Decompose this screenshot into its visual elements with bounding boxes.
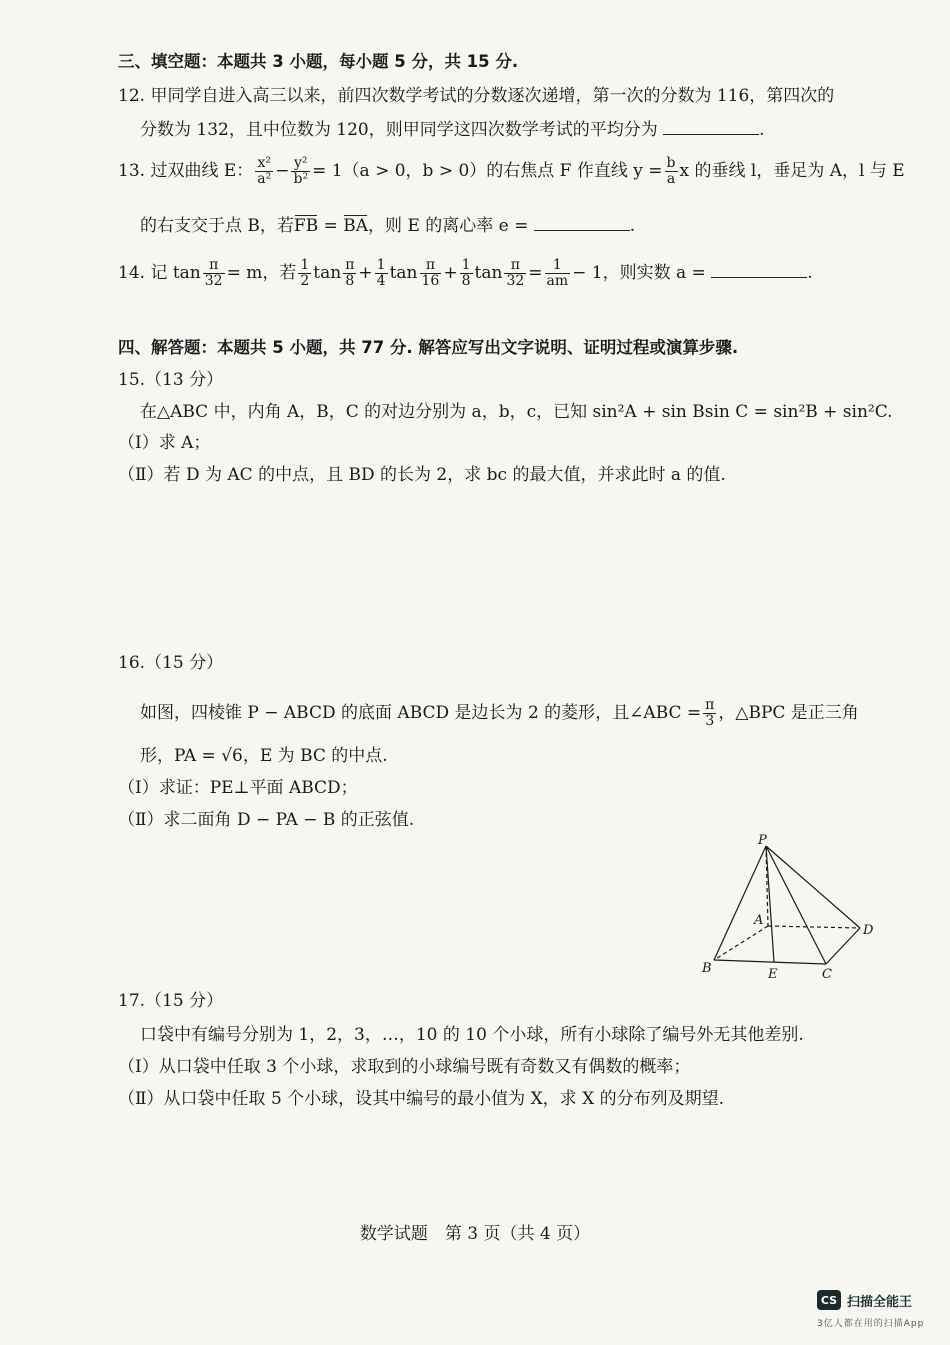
fraction-y2-b2: $\frac{\text{y²}}{\text{b²}}$: [293, 155, 309, 187]
camscanner-logo-icon: CS: [817, 1290, 841, 1310]
brand-tagline: 3亿人都在用的扫描App: [817, 1319, 925, 1329]
brand-name: 扫描全能王: [847, 1294, 913, 1310]
fraction-pi-32-b: $\frac{\pi}{32}$: [506, 257, 525, 289]
q13-suffix: x 的垂线 l，垂足为 A，l 与 E: [679, 161, 905, 181]
q17-stem: 口袋中有编号分别为 1，2，3，…，10 的 10 个小球，所有小球除了编号外无其他差别.: [140, 1025, 804, 1045]
q15-part-1: （Ⅰ）求 A；: [118, 433, 211, 453]
q16-title: 16.（15 分）: [118, 653, 224, 673]
q12-line-2-text: 分数为 132，且中位数为 120，则甲同学这四次数学考试的平均分为: [140, 120, 658, 140]
edge-pc: [766, 846, 826, 964]
fraction-pi-16: $\frac{\pi}{16}$: [421, 257, 440, 289]
q17-title: 17.（15 分）: [118, 991, 224, 1011]
fraction-pi-32: $\frac{\pi}{32}$: [204, 257, 223, 289]
edge-ad: [768, 926, 860, 928]
q13-prefix: 13. 过双曲线 E：: [118, 161, 254, 181]
vertex-label-d: D: [863, 923, 874, 938]
vector-ba: BA: [343, 216, 369, 236]
fraction-1-8: $\frac{1}{8}$: [461, 257, 471, 289]
q15-part-2: （Ⅱ）若 D 为 AC 的中点，且 BD 的长为 2，求 bc 的最大值，并求此时 a 的值.: [118, 465, 726, 485]
vertex-label-c: C: [822, 967, 832, 982]
fraction-1-2: $\frac{1}{2}$: [300, 257, 310, 289]
q16-stem-b: ，△BPC 是正三角: [718, 703, 859, 723]
q14-line: 14. 记 tan $\frac{\pi}{32}$ = m，若 $\frac{1}{2}$ tan $\frac{\pi}{8}$ + $\frac{1}{4}$ tan $\frac{\pi}{16}$ + $\frac{1}{8}$ tan $\frac{\pi}{32}$ = $\frac{1}{am}$ − 1，则实数 a = .: [118, 257, 813, 289]
q16-part-2: （Ⅱ）求二面角 D − PA − B 的正弦值.: [118, 810, 415, 830]
vertex-label-e: E: [768, 967, 778, 982]
section-heading-fill-in: 三、填空题：本题共 3 小题，每小题 5 分，共 15 分.: [118, 52, 519, 71]
fraction-1-4: $\frac{1}{4}$: [376, 257, 386, 289]
q15-title: 15.（13 分）: [118, 370, 224, 390]
q13-line-2-a: 的右支交于点 B，若: [140, 216, 294, 236]
vertex-label-a: A: [754, 913, 764, 928]
q15-stem: 在△ABC 中，内角 A，B，C 的对边分别为 a，b，c，已知 sin²A + sin Bsin C = sin²B + sin²C.: [140, 402, 893, 422]
answer-blank: [534, 212, 630, 231]
edge-pd: [766, 846, 860, 928]
q14-prefix: 14. 记 tan: [118, 263, 201, 283]
q16-stem-a: 如图，四棱锥 P − ABCD 的底面 ABCD 是边长为 2 的菱形，且∠ABC =: [140, 703, 702, 723]
page-footer: 数学试题 第 3 页（共 4 页）: [359, 1224, 591, 1244]
answer-blank: [711, 259, 807, 278]
q16-part-1: （Ⅰ）求证：PE⊥平面 ABCD；: [118, 778, 358, 798]
q12-line-2: 分数为 132，且中位数为 120，则甲同学这四次数学考试的平均分为 .: [140, 116, 890, 142]
q17-part-1: （Ⅰ）从口袋中任取 3 个小球，求取到的小球编号既有奇数又有偶数的概率；: [118, 1057, 691, 1077]
q13-mid: = 1（a > 0，b > 0）的右焦点 F 作直线 y =: [312, 161, 663, 181]
vertex-label-b: B: [702, 961, 712, 976]
scanner-brand: [817, 1290, 912, 1310]
q13-line-1: 13. 过双曲线 E： $\frac{\text{x²}}{\text{a²}}$ − $\frac{\text{y²}}{\text{b²}}$ = 1（a > 0，b > 0）的右焦点 F 作直线 y = $\frac{b}{a}$ x 的垂线 l，垂足为 A，l 与 E: [118, 155, 905, 187]
vertex-label-p: P: [758, 833, 767, 848]
edge-bc: [714, 960, 826, 964]
q13-line-2-b: ，则 E 的离心率 e =: [368, 216, 529, 236]
q13-line-2: 的右支交于点 B，若FB = BA，则 E 的离心率 e = .: [140, 212, 890, 238]
answer-blank: [663, 116, 759, 135]
fraction-b-a: $\frac{b}{a}$: [666, 155, 676, 187]
q12-line-1: 12. 甲同学自进入高三以来，前四次数学考试的分数逐次递增，第一次的分数为 116，第四次的: [118, 86, 835, 106]
section-heading-solutions: 四、解答题：本题共 5 小题，共 77 分. 解答应写出文字说明、证明过程或演算步骤.: [118, 338, 739, 357]
edge-pb: [714, 846, 766, 960]
fraction-1-am: $\frac{1}{am}$: [546, 257, 569, 289]
q17-part-2: （Ⅱ）从口袋中任取 5 个小球，设其中编号的最小值为 X，求 X 的分布列及期望.: [118, 1089, 724, 1109]
fraction-x2-a2: $\frac{\text{x²}}{\text{a²}}$: [257, 155, 272, 187]
pyramid-figure: [700, 832, 890, 982]
q16-stem-line-2: 形，PA = √6，E 为 BC 的中点.: [140, 746, 388, 766]
fraction-pi-8: $\frac{\pi}{8}$: [345, 257, 355, 289]
q16-stem-line-1: [140, 698, 890, 729]
edge-cd: [826, 928, 860, 964]
q14-tail: − 1，则实数 a =: [572, 263, 706, 283]
vector-fb: FB: [293, 216, 319, 236]
fraction-pi-3: $\frac{\pi}{3}$: [705, 697, 715, 729]
